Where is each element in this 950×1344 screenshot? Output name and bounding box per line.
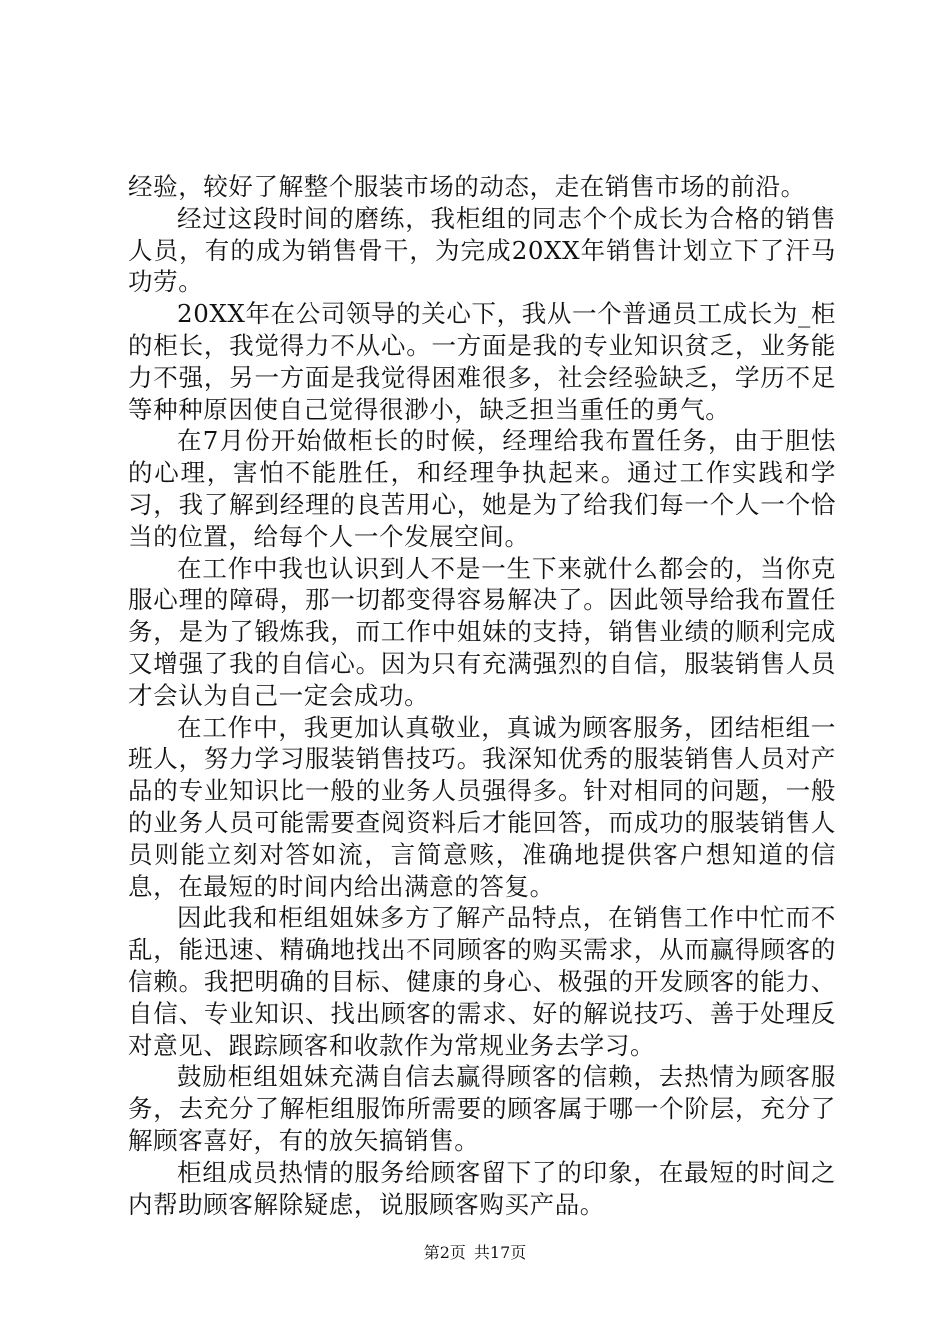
paragraph-4: 在7月份开始做柜长的时候，经理给我布置任务，由于胆怯的心理，害怕不能胜任，和经理争执起来。通过工作实践和学习，我了解到经理的良苦用心，她是为了给我们每一个人一个恰当的位置，给每个人一个发展空间。 xyxy=(128,426,836,551)
paragraph-8: 鼓励柜组姐妹充满自信去赢得顾客的信赖，去热情为顾客服务，去充分了解柜组服饰所需要的顾客属于哪一个阶层，充分了解顾客喜好，有的放矢搞销售。 xyxy=(128,1062,836,1155)
paragraph-9: 柜组成员热情的服务给顾客留下了的印象，在最短的时间之内帮助顾客解除疑虑，说服顾客购买产品。 xyxy=(128,1157,836,1219)
paragraph-7: 因此我和柜组姐妹多方了解产品特点，在销售工作中忙而不乱，能迅速、精确地找出不同顾客的购买需求，从而赢得顾客的信赖。我把明确的目标、健康的身心、极强的开发顾客的能力、自信、专业知识、找出顾客的需求、好的解说技巧、善于处理反对意见、跟踪顾客和收款作为常规业务去学习。 xyxy=(128,903,836,1060)
document-body xyxy=(128,171,836,1220)
paragraph-6: 在工作中，我更加认真敬业，真诚为顾客服务，团结柜组一班人，努力学习服装销售技巧。我深知优秀的服装销售人员对产品的专业知识比一般的业务人员强得多。针对相同的问题，一般的业务人员可能需要查阅资料后才能回答，而成功的服装销售人员则能立刻对答如流，言简意赅，准确地提供客户想知道的信息，在最短的时间内给出满意的答复。 xyxy=(128,712,836,901)
paragraph-3: 20XX年在公司领导的关心下，我从一个普通员工成长为_柜的柜长，我觉得力不从心。一方面是我的专业知识贫乏，业务能力不强，另一方面是我觉得困难很多，社会经验缺乏，学历不足等种种原因使自己觉得很渺小，缺乏担当重任的勇气。 xyxy=(128,299,836,424)
page-total: 共17页 xyxy=(473,1243,527,1262)
page-number: 第2页 xyxy=(423,1243,466,1262)
paragraph-1: 经验，较好了解整个服装市场的动态，走在销售市场的前沿。 xyxy=(128,172,806,201)
page-footer xyxy=(0,1240,950,1263)
paragraph-2: 经过这段时间的磨练，我柜组的同志个个成长为合格的销售人员，有的成为销售骨干，为完成20XX年销售计划立下了汗马功劳。 xyxy=(128,203,836,297)
paragraph-5: 在工作中我也认识到人不是一生下来就什么都会的，当你克服心理的障碍，那一切都变得容易解决了。因此领导给我布置任务，是为了锻炼我，而工作中姐妹的支持，销售业绩的顺利完成又增强了我的自信心。因为只有充满强烈的自信，服装销售人员才会认为自己一定会成功。 xyxy=(128,553,836,710)
